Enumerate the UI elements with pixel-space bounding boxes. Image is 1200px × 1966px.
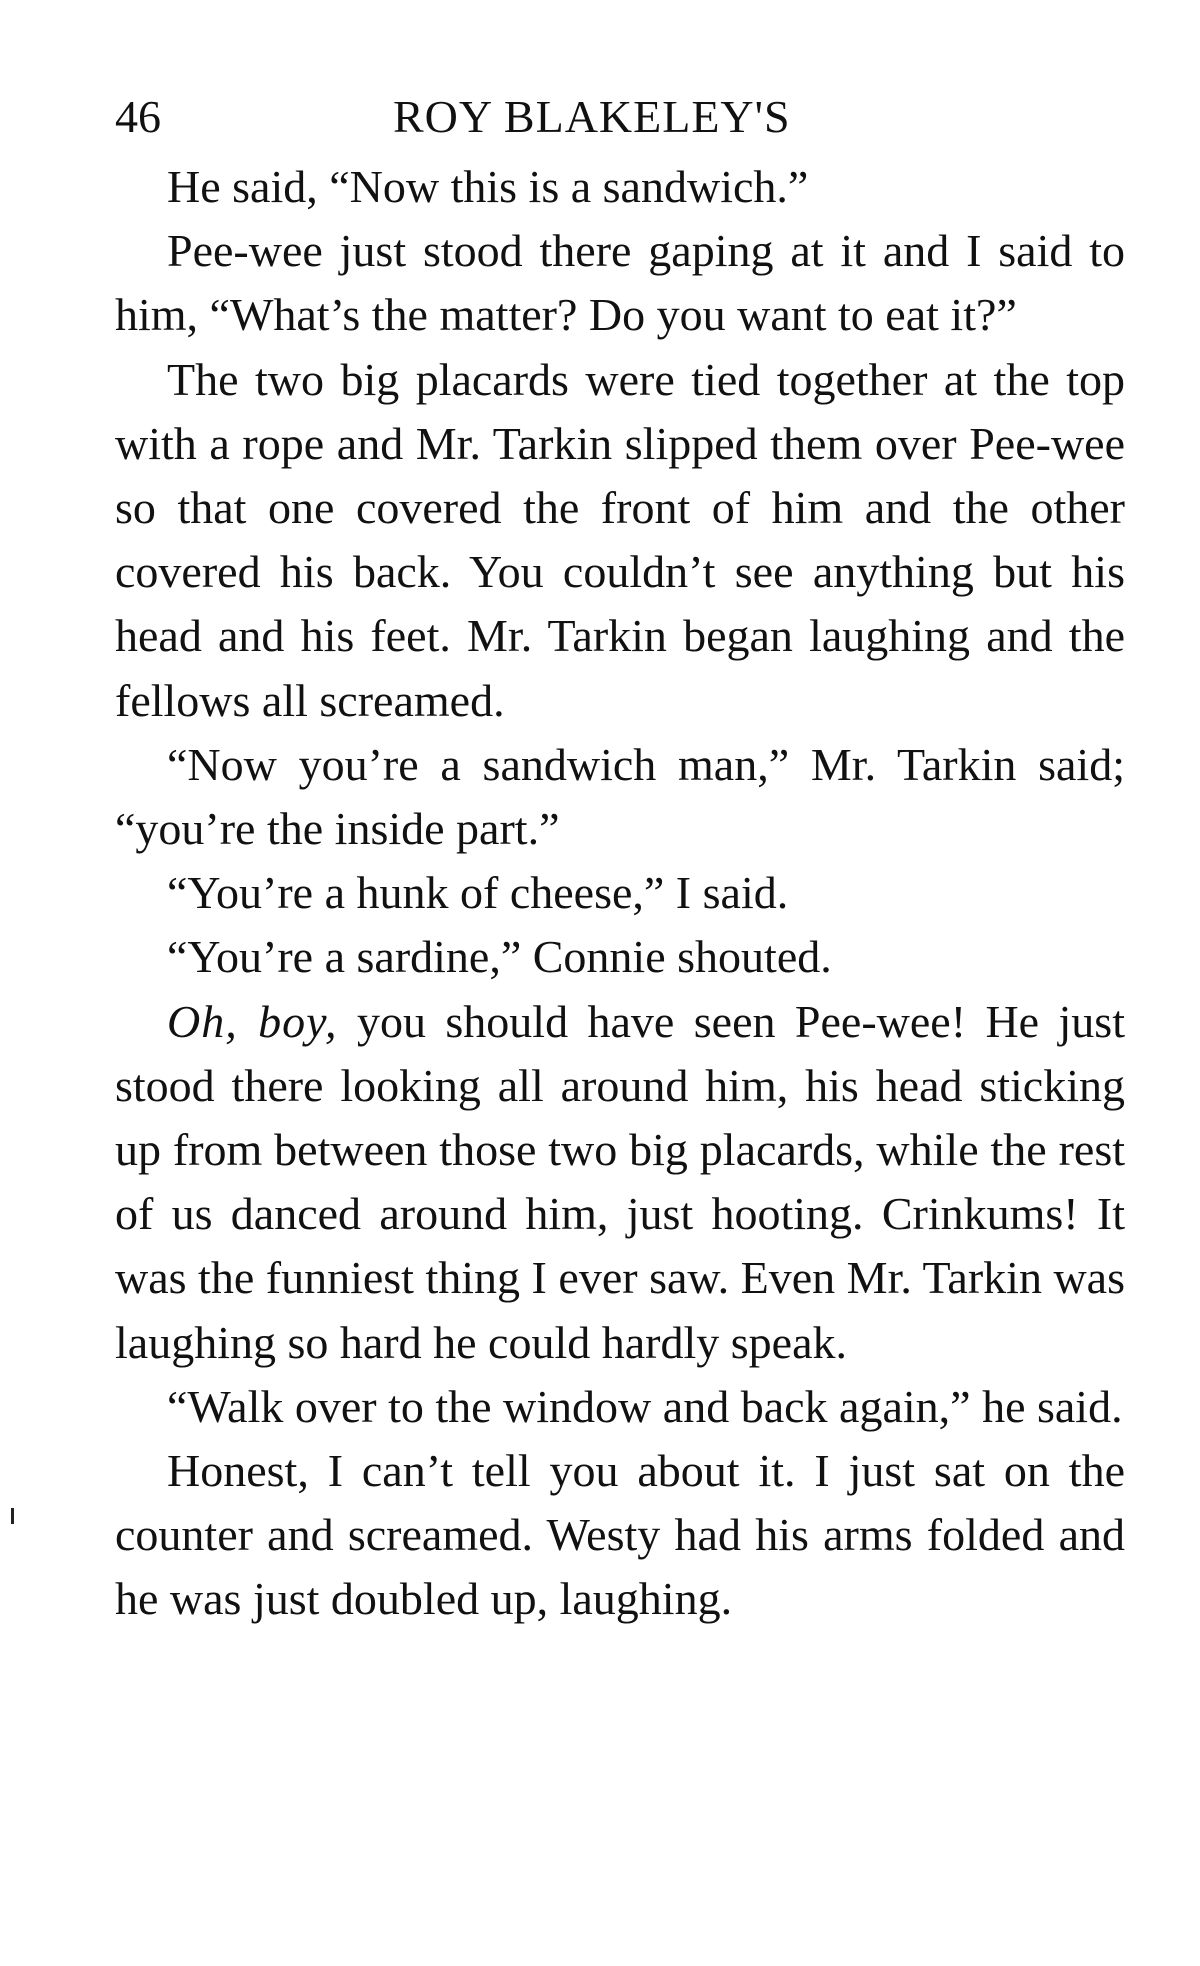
page-number: 46 [115, 91, 161, 142]
paragraph: He said, “Now this is a sandwich.” [167, 161, 809, 212]
paragraph: Honest, I can’t tell you about it. I just sat on the counter and screamed. Westy had his arms folded and he was just doubled up, laughing. [115, 1445, 1125, 1625]
paragraph: “You’re a hunk of cheese,” I said. [167, 867, 789, 919]
paragraph: The two big placards were tied together at the top with a rope and Mr. Tarkin slipped them over Pee-wee so that one covered the front of him and the other covered his back. You couldn’t see anything but his head and his feet. Mr. Tarkin began laughing and the fellows all screamed. [115, 353, 1125, 726]
margin-mark [11, 1508, 14, 1524]
paragraph: “Now you’re a sandwich man,” Mr. Tarkin said; “you’re the inside part.” [115, 738, 1125, 855]
paragraph: Pee-wee just stood there gaping at it and I said to him, “What’s the matter? Do you want to eat it?” [115, 225, 1125, 341]
paragraph [115, 990, 1125, 1375]
running-head [115, 82, 1125, 152]
paragraph-text: you should have seen Pee-wee! He just stood there looking all around him, his head sticking up from between those two big placards, while the rest of us danced around him, just hooting. Crinkums! It was the funniest thing I ever saw. Even Mr. Tarkin was laughing so hard he could hardly speak. [115, 995, 1125, 1368]
body-text [115, 155, 1125, 1632]
running-title: ROY BLAKELEY'S [393, 91, 791, 142]
paragraph: “Walk over to the window and back again,” he said. [167, 1380, 1123, 1432]
paragraph: “You’re a sardine,” Connie shouted. [167, 931, 832, 983]
italic-lead: Oh, boy, [167, 995, 338, 1047]
